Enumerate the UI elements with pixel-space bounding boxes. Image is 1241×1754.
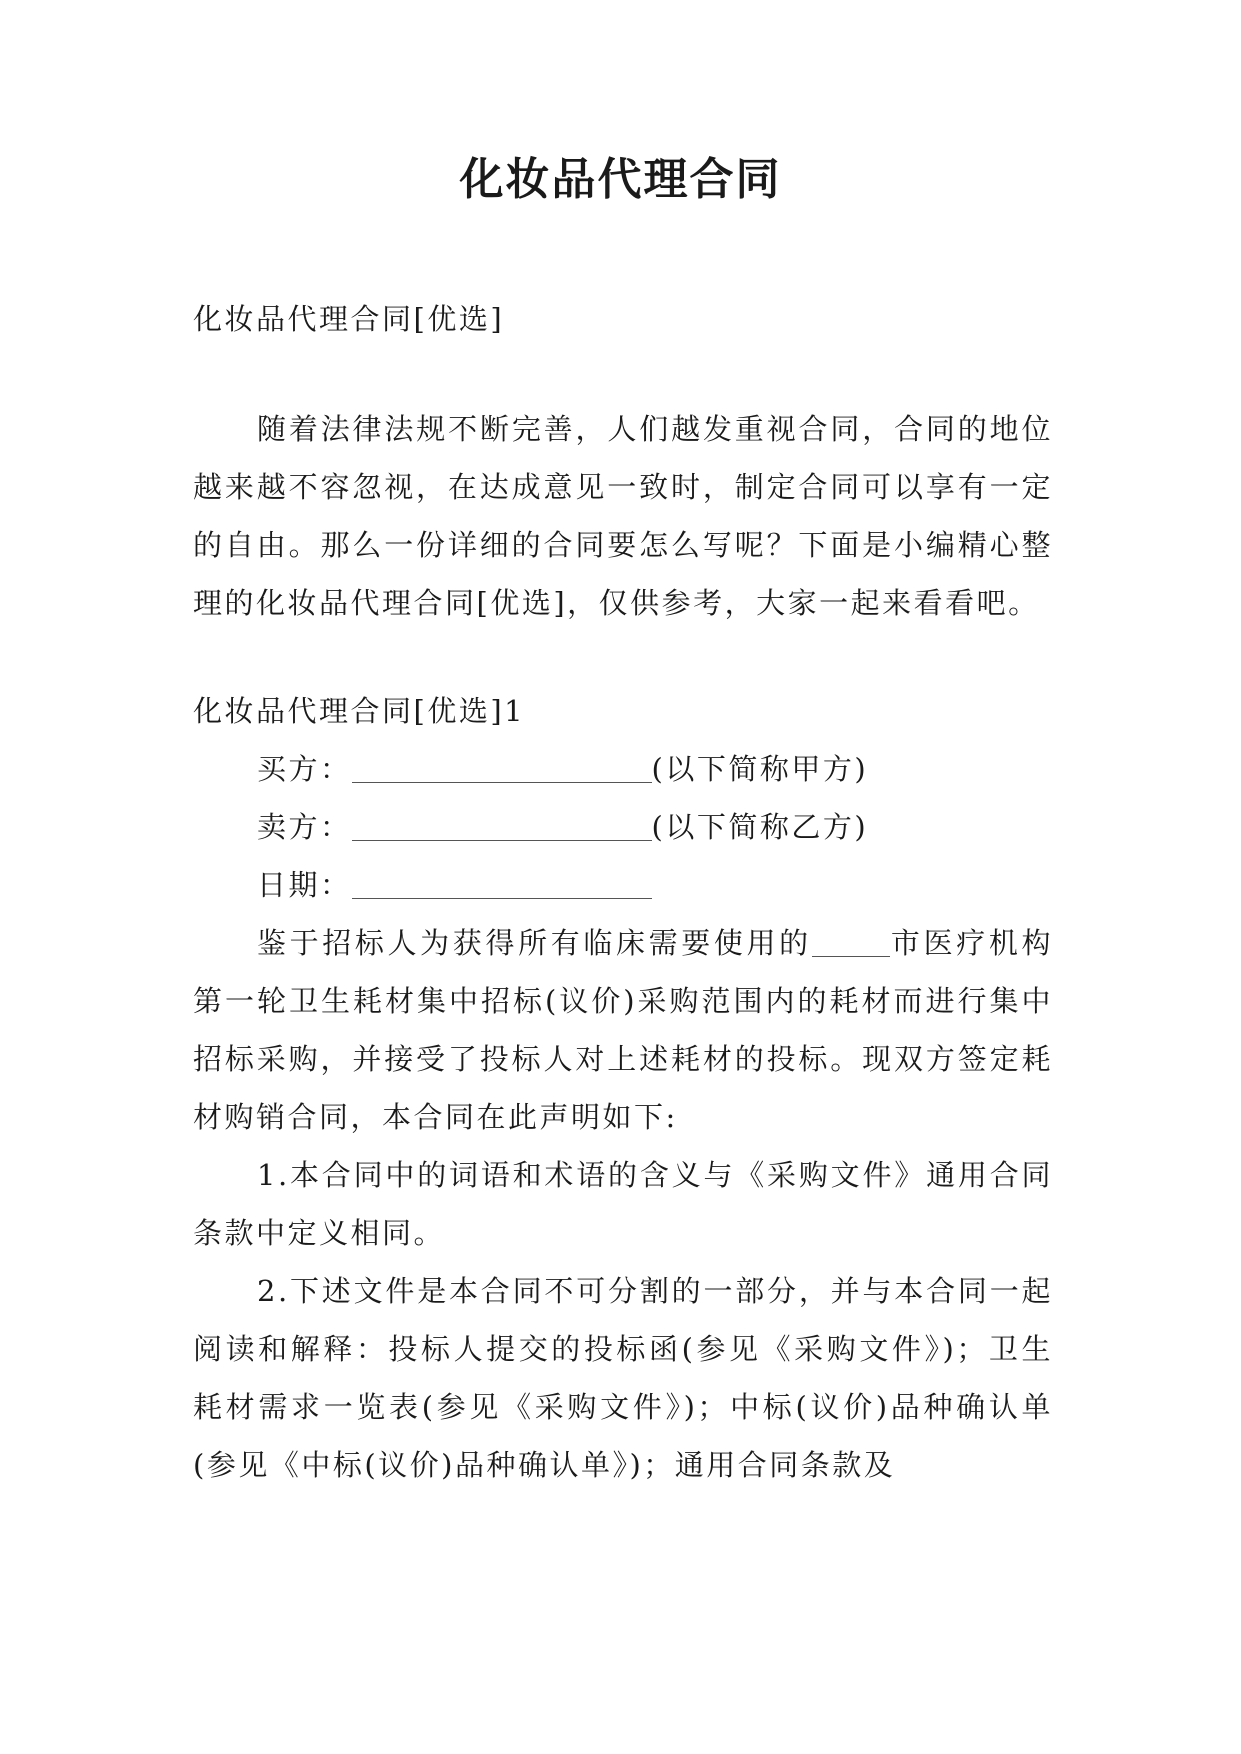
date-blank-field <box>352 868 652 899</box>
seller-suffix: (以下简称乙方) <box>651 810 869 844</box>
seller-blank-field <box>352 810 652 841</box>
buyer-suffix: (以下简称甲方) <box>651 752 869 786</box>
seller-label: 卖方： <box>257 810 352 844</box>
buyer-blank-field <box>352 752 652 783</box>
document-title: 化妆品代理合同 <box>459 154 782 205</box>
buyer-label: 买方： <box>257 752 352 786</box>
document-body <box>193 290 1053 1494</box>
clause-2: 2.下述文件是本合同不可分割的一部分，并与本合同一起阅读和解释：投标人提交的投标函(参见《采购文件》)；卫生耗材需求一览表(参见《采购文件》)；中标(议价)品种确认单(参见《中标(议价)品种确认单》)；通用合同条款及 <box>193 1274 1053 1482</box>
date-label: 日期： <box>257 868 352 902</box>
seller-line <box>193 798 1053 856</box>
city-blank-field <box>812 926 890 957</box>
section-heading: 化妆品代理合同[优选]1 <box>193 694 526 728</box>
recital-text-before: 鉴于招标人为获得所有临床需要使用的 <box>257 926 812 960</box>
recital-text-after: 市医疗机构第一轮卫生耗材集中招标(议价)采购范围内的耗材而进行集中招标采购，并接受了投标人对上述耗材的投标。现双方签定耗材购销合同，本合同在此声明如下: <box>193 926 1053 1134</box>
clause-1: 1.本合同中的词语和术语的含义与《采购文件》通用合同条款中定义相同。 <box>193 1158 1053 1250</box>
recital-paragraph <box>193 914 1053 1146</box>
buyer-line <box>193 740 1053 798</box>
intro-paragraph: 随着法律法规不断完善，人们越发重视合同，合同的地位越来越不容忽视，在达成意见一致时，制定合同可以享有一定的自由。那么一份详细的合同要怎么写呢？下面是小编精心整理的化妆品代理合同[优选]，仅供参考，大家一起来看看吧。 <box>193 412 1053 620</box>
date-line <box>193 856 1053 914</box>
document-subtitle: 化妆品代理合同[优选] <box>193 302 505 336</box>
